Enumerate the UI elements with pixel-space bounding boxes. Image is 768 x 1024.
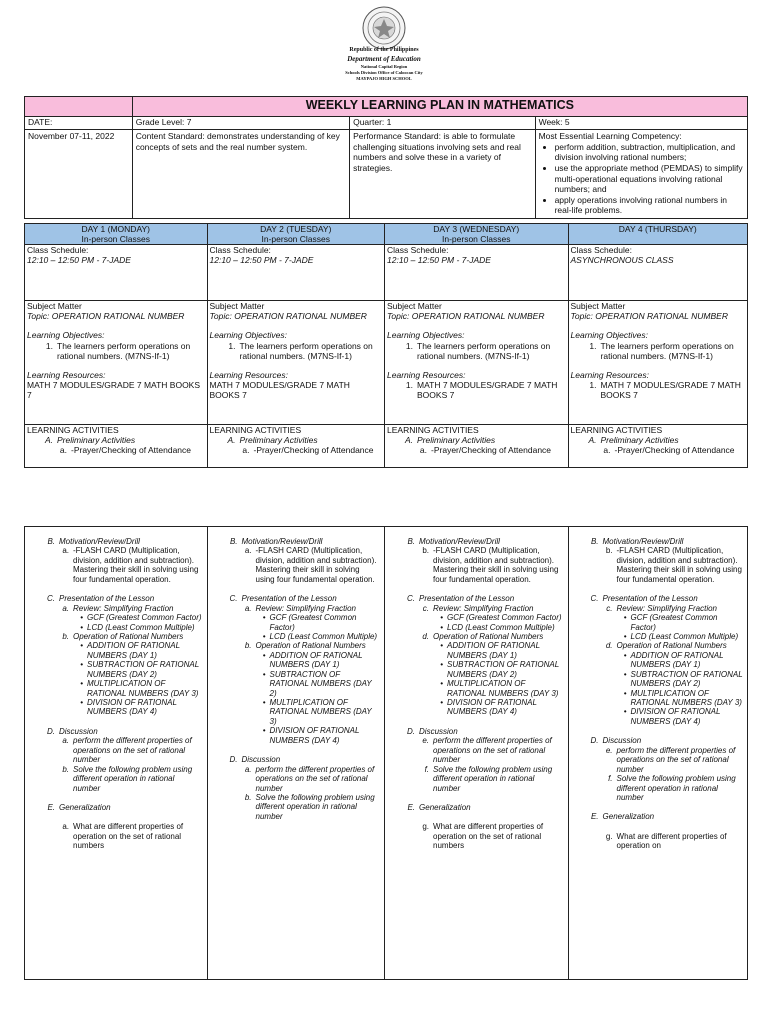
activities-label: LEARNING ACTIVITIES <box>27 425 119 435</box>
review: Review: Simplifying Fraction <box>255 603 356 613</box>
division: DIVISION OF RATIONAL NUMBERS (DAY 4) <box>269 726 360 745</box>
day-column-3-continued: B. Motivation/Review/Drill b. -FLASH CARD (Multiplication, division, addition and subtraction). Mastering their skill in solving using four fundamental operation. C. Presentation of the Lesson c. Review: Simplifying Fraction • GCF (Greatest Common Factor) • LCD (Least Common Multiple) d. Operation of Rational Numbers • ADDITION OF RATIONAL NUMBERS (DAY 1) • SUBTRACTION OF RATIONAL NUMBERS (DAY 2) • MULTIPLICATION OF RATIONAL NUMBERS (DAY 3) • DIVISION OF RATIONAL NUMBERS (DAY 4) D. Discussion e. perform the different properties of operations on the set of rational number f. Solve the following problem using different operation in rational number E. Generalization g. What are different properties of operation on the set of rational numbers <box>385 527 569 979</box>
schedule-label: Class Schedule: <box>387 245 449 255</box>
what-are: What are different properties of operation on the set of rational numbers <box>433 822 544 851</box>
schedule-value: ASYNCHRONOUS CLASS <box>570 255 674 266</box>
prayer: -Prayer/Checking of Attendance <box>431 445 552 456</box>
day-table-part1 <box>24 223 748 468</box>
day-table-part2 <box>24 526 748 980</box>
day-title: DAY 1 (MONDAY) <box>81 224 150 234</box>
day-header <box>385 224 568 245</box>
day-column-4-continued: B. Motivation/Review/Drill b. -FLASH CARD (Multiplication, division, addition and subtraction). Mastering their skill in solving using four fundamental operation. C. Presentation of the Lesson c. Review: Simplifying Fraction • GCF (Greatest Common Factor) • LCD (Least Common Multiple) d. Operation of Rational Numbers • ADDITION OF RATIONAL NUMBERS (DAY 1) • SUBTRACTION OF RATIONAL NUMBERS (DAY 2) • MULTIPLICATION OF RATIONAL NUMBERS (DAY 3) • DIVISION OF RATIONAL NUMBERS (DAY 4) D. Discussion e. perform the different properties of operations on the set of rational number f. Solve the following problem using different operation in rational number E. Generalization g. What are different properties of operation on <box>590 537 743 851</box>
operation: Operation of Rational Numbers <box>433 631 544 641</box>
what-are: What are different properties of operation on the set of rational numbers <box>73 822 184 851</box>
day-column-3 <box>385 224 569 467</box>
day-mode: In-person Classes <box>442 233 511 244</box>
addition: ADDITION OF RATIONAL NUMBERS (DAY 1) <box>87 641 180 660</box>
subject-matter: Subject Matter Topic: OPERATION RATIONAL NUMBER Learning Objectives: 1. The learners perform operations on rational numbers. (M7NS-If-1) Learning Resources: 1. MATH 7 MODULES/GRADE 7 MATH BOOKS 7 <box>569 301 748 425</box>
preliminary: Preliminary Activities <box>417 435 496 446</box>
solve: Solve the following problem using different operation in rational number <box>616 774 736 802</box>
gcf: GCF (Greatest Common Factor) <box>630 613 718 632</box>
flash-card: -FLASH CARD (Multiplication, division, addition and subtraction). Mastering their skill in solving using four fundamental operation. <box>255 546 377 584</box>
day-title: DAY 3 (WEDNESDAY) <box>433 224 520 234</box>
preliminary: Preliminary Activities <box>57 435 136 446</box>
melc-item: • perform addition, subtraction, multiplication, and division involving rational numbers; <box>555 142 744 163</box>
discussion: Discussion <box>419 726 458 736</box>
prayer: -Prayer/Checking of Attendance <box>71 445 192 456</box>
discussion: Discussion <box>241 755 281 765</box>
addition: ADDITION OF RATIONAL NUMBERS (DAY 1) <box>630 650 724 670</box>
preliminary: Preliminary Activities <box>239 435 318 446</box>
day-column-1 <box>25 224 208 467</box>
melc-cell <box>536 130 747 218</box>
schedule-label: Class Schedule: <box>209 245 271 255</box>
day-title: DAY 4 (THURSDAY) <box>618 224 697 234</box>
header-division: Schools Division Office of Caloocan City <box>345 70 423 75</box>
subtraction: SUBTRACTION OF RATIONAL NUMBERS (DAY 2) <box>630 669 743 689</box>
schedule-value: 12:10 – 12:50 PM - 7-JADE <box>387 255 491 266</box>
lcd: LCD (Least Common Multiple) <box>87 622 195 632</box>
what-are: What are different properties of operation on <box>616 831 727 851</box>
header-republic: Republic of the Philippines <box>349 47 419 53</box>
subject-label: Subject Matter <box>387 301 442 311</box>
objectives-label: Learning Objectives: <box>27 330 105 341</box>
plan-title: WEEKLY LEARNING PLAN IN MATHEMATICS <box>133 97 747 116</box>
date-label: DATE: <box>25 117 133 129</box>
learning-activities: LEARNING ACTIVITIES A. Preliminary Activities a. -Prayer/Checking of Attendance <box>385 425 568 467</box>
melc-item: • apply operations involving rational numbers in real-life problems. <box>555 195 744 216</box>
header-school: MAYPAJO HIGH SCHOOL <box>356 76 412 81</box>
resources: MATH 7 MODULES/GRADE 7 MATH BOOKS 7 <box>600 380 741 401</box>
perform: perform the different properties of operations on the set of rational number <box>433 736 552 765</box>
lcd: LCD (Least Common Multiple) <box>630 631 739 641</box>
day-column-2-continued: B. Motivation/Review/Drill a. -FLASH CARD (Multiplication, division, addition and subtraction). Mastering their skill in solving using four fundamental operation. C. Presentation of the Lesson a. Review: Simplifying Fraction • GCF (Greatest Common Factor) • LCD (Least Common Multiple) b. Operation of Rational Numbers • ADDITION OF RATIONAL NUMBERS (DAY 1) • SUBTRACTION OF RATIONAL NUMBERS (DAY 2) • MULTIPLICATION OF RATIONAL NUMBERS (DAY 3) • DIVISION OF RATIONAL NUMBERS (DAY 4) D. Discussion a. perform the different properties of operations on the set of rational number b. Solve the following problem using different operation in rational number <box>208 527 386 979</box>
learning-activities: LEARNING ACTIVITIES A. Preliminary Activities a. -Prayer/Checking of Attendance <box>569 425 748 467</box>
deped-seal-icon <box>362 6 406 50</box>
objective: The learners perform operations on rational numbers. (M7NS-If-1) <box>239 340 373 361</box>
perform: perform the different properties of operations on the set of rational number <box>73 736 192 765</box>
multiplication: MULTIPLICATION OF RATIONAL NUMBERS (DAY 3) <box>269 698 372 726</box>
perform: perform the different properties of operations on the set of rational number <box>255 764 375 793</box>
objective: The learners perform operations on rational numbers. (M7NS-If-1) <box>417 340 551 361</box>
division: DIVISION OF RATIONAL NUMBERS (DAY 4) <box>87 698 177 717</box>
schedule-value: 12:10 – 12:50 PM - 7-JADE <box>209 255 314 266</box>
resources-label: Learning Resources: <box>27 369 106 380</box>
subtraction: SUBTRACTION OF RATIONAL NUMBERS (DAY 2) <box>269 669 372 698</box>
class-schedule <box>569 245 748 301</box>
subject-matter: Subject Matter Topic: OPERATION RATIONAL NUMBER Learning Objectives: 1. The learners perform operations on rational numbers. (M7NS-If-1) Learning Resources: MATH 7 MODULES/GRADE 7 MATH BOOKS 7 <box>25 301 207 425</box>
subject-matter: Subject Matter Topic: OPERATION RATIONAL NUMBER Learning Objectives: 1. The learners perform operations on rational numbers. (M7NS-If-1) Learning Resources: 1. MATH 7 MODULES/GRADE 7 MATH BOOKS 7 <box>385 301 568 425</box>
day-header <box>25 224 207 245</box>
motivation: Motivation/Review/Drill <box>419 537 500 546</box>
resources-label: Learning Resources: <box>209 369 288 380</box>
day-header <box>208 224 385 245</box>
multiplication: MULTIPLICATION OF RATIONAL NUMBERS (DAY 3) <box>630 688 742 707</box>
generalization: Generalization <box>59 802 111 812</box>
day-mode: In-person Classes <box>261 233 331 244</box>
class-schedule <box>25 245 207 301</box>
discussion: Discussion <box>59 726 98 736</box>
quarter: Quarter: 1 <box>350 117 535 129</box>
header-region: National Capital Region <box>360 64 408 69</box>
day-column-4 <box>569 224 748 467</box>
generalization: Generalization <box>602 812 655 822</box>
schedule-value: 12:10 – 12:50 PM - 7-JADE <box>27 255 131 266</box>
class-schedule <box>385 245 568 301</box>
header-department: Department of Education <box>347 55 421 63</box>
melc-item: • use the appropriate method (PEMDAS) to simplify multi-operational equations involving rational numbers; and <box>555 163 744 195</box>
objectives-label: Learning Objectives: <box>387 330 465 341</box>
presentation: Presentation of the Lesson <box>419 594 515 604</box>
multiplication: MULTIPLICATION OF RATIONAL NUMBERS (DAY 3) <box>87 679 199 698</box>
perform: perform the different properties of operations on the set of rational number <box>616 745 736 774</box>
date-value: November 07-11, 2022 <box>25 130 133 218</box>
objective: The learners perform operations on rational numbers. (M7NS-If-1) <box>600 340 734 361</box>
presentation: Presentation of the Lesson <box>602 594 698 604</box>
discussion: Discussion <box>602 736 642 746</box>
flash-card: -FLASH CARD (Multiplication, division, addition and subtraction). Mastering their skill in solving using four fundamental operation. <box>73 546 199 584</box>
day-header <box>569 224 748 245</box>
gcf: GCF (Greatest Common Factor) <box>87 613 202 623</box>
resources-label: Learning Resources: <box>387 369 466 380</box>
resources: MATH 7 MODULES/GRADE 7 MATH BOOKS 7 <box>417 380 558 401</box>
resources: MATH 7 MODULES/GRADE 7 MATH BOOKS 7 <box>209 380 350 401</box>
motivation: Motivation/Review/Drill <box>602 537 684 546</box>
schedule-label: Class Schedule: <box>570 245 632 255</box>
subject-label: Subject Matter <box>209 301 265 311</box>
topic: Topic: OPERATION RATIONAL NUMBER <box>27 311 185 322</box>
subtraction: SUBTRACTION OF RATIONAL NUMBERS (DAY 2) <box>87 660 200 679</box>
day-column-2 <box>208 224 386 467</box>
melc-list <box>555 142 744 216</box>
solve: Solve the following problem using different operation in rational number <box>73 764 193 793</box>
melc-label: Most Essential Learning Competency: <box>538 131 682 141</box>
prayer: -Prayer/Checking of Attendance <box>614 445 735 456</box>
topic: Topic: OPERATION RATIONAL NUMBER <box>209 311 367 322</box>
addition: ADDITION OF RATIONAL NUMBERS (DAY 1) <box>269 650 363 670</box>
generalization: Generalization <box>419 802 471 812</box>
subject-label: Subject Matter <box>27 301 82 311</box>
grade-level: Grade Level: 7 <box>133 117 350 129</box>
objectives-label: Learning Objectives: <box>570 330 649 341</box>
addition: ADDITION OF RATIONAL NUMBERS (DAY 1) <box>447 641 540 660</box>
activities-label: LEARNING ACTIVITIES <box>570 425 663 435</box>
learning-activities: LEARNING ACTIVITIES A. Preliminary Activities a. -Prayer/Checking of Attendance <box>25 425 207 467</box>
resources-label: Learning Resources: <box>570 369 649 380</box>
content-standard: Content Standard: demonstrates understanding of key concepts of sets and the real number system. <box>133 130 350 218</box>
day-title: DAY 2 (TUESDAY) <box>260 224 332 234</box>
solve: Solve the following problem using different operation in rational number <box>433 764 553 793</box>
day-column-1-continued: B. Motivation/Review/Drill a. -FLASH CARD (Multiplication, division, addition and subtraction). Mastering their skill in solving using four fundamental operation. C. Presentation of the Lesson a. Review: Simplifying Fraction • GCF (Greatest Common Factor) • LCD (Least Common Multiple) b. Operation of Rational Numbers • ADDITION OF RATIONAL NUMBERS (DAY 1) • SUBTRACTION OF RATIONAL NUMBERS (DAY 2) • MULTIPLICATION OF RATIONAL NUMBERS (DAY 3) • DIVISION OF RATIONAL NUMBERS (DAY 4) D. Discussion a. perform the different properties of operations on the set of rational number b. Solve the following problem using different operation in rational number E. Generalization a. What are different properties of operation on the set of rational numbers <box>25 527 208 979</box>
preliminary: Preliminary Activities <box>600 435 679 446</box>
activities-label: LEARNING ACTIVITIES <box>209 425 302 435</box>
lcd: LCD (Least Common Multiple) <box>447 622 555 632</box>
objectives-label: Learning Objectives: <box>209 330 287 341</box>
objective: The learners perform operations on rational numbers. (M7NS-If-1) <box>57 340 191 361</box>
learning-activities: LEARNING ACTIVITIES A. Preliminary Activities a. -Prayer/Checking of Attendance <box>208 425 385 467</box>
title-blank-cell <box>25 97 133 116</box>
motivation: Motivation/Review/Drill <box>241 537 323 546</box>
subject-label: Subject Matter <box>570 301 626 311</box>
division: DIVISION OF RATIONAL NUMBERS (DAY 4) <box>447 698 537 717</box>
review: Review: Simplifying Fraction <box>73 603 174 613</box>
division: DIVISION OF RATIONAL NUMBERS (DAY 4) <box>630 707 721 726</box>
topic: Topic: OPERATION RATIONAL NUMBER <box>387 311 545 322</box>
subtraction: SUBTRACTION OF RATIONAL NUMBERS (DAY 2) <box>447 660 560 679</box>
presentation: Presentation of the Lesson <box>241 594 337 604</box>
presentation: Presentation of the Lesson <box>59 594 155 604</box>
activities-label: LEARNING ACTIVITIES <box>387 425 479 435</box>
week: Week: 5 <box>538 117 570 127</box>
flash-card: -FLASH CARD (Multiplication, division, addition and subtraction). Mastering their skill in solving using four fundamental operation. <box>433 546 559 584</box>
operation: Operation of Rational Numbers <box>616 641 727 651</box>
plan-info-table <box>24 96 748 219</box>
multiplication: MULTIPLICATION OF RATIONAL NUMBERS (DAY 3) <box>447 679 559 698</box>
operation: Operation of Rational Numbers <box>73 631 184 641</box>
subject-matter: Subject Matter Topic: OPERATION RATIONAL NUMBER Learning Objectives: 1. The learners perform operations on rational numbers. (M7NS-If-1) Learning Resources: MATH 7 MODULES/GRADE 7 MATH BOOKS 7 <box>208 301 385 425</box>
performance-standard: Performance Standard: is able to formulate challenging situations involving sets and real numbers and solve these in a variety of strategies. <box>350 130 535 218</box>
lcd: LCD (Least Common Multiple) <box>269 631 378 641</box>
review: Review: Simplifying Fraction <box>433 603 534 613</box>
resources: MATH 7 MODULES/GRADE 7 MATH BOOKS 7 <box>27 380 201 401</box>
schedule-label: Class Schedule: <box>27 245 89 255</box>
review: Review: Simplifying Fraction <box>616 603 717 613</box>
gcf: GCF (Greatest Common Factor) <box>447 613 562 623</box>
day-mode: In-person Classes <box>81 233 150 244</box>
flash-card: -FLASH CARD (Multiplication, division, addition and subtraction). Mastering their skill in solving using four fundamental operation. <box>616 546 742 584</box>
prayer: -Prayer/Checking of Attendance <box>253 445 374 456</box>
gcf: GCF (Greatest Common Factor) <box>269 613 357 632</box>
motivation: Motivation/Review/Drill <box>59 537 140 546</box>
solve: Solve the following problem using different operation in rational number <box>255 792 375 821</box>
class-schedule <box>208 245 385 301</box>
operation: Operation of Rational Numbers <box>255 641 366 651</box>
topic: Topic: OPERATION RATIONAL NUMBER <box>570 311 728 322</box>
